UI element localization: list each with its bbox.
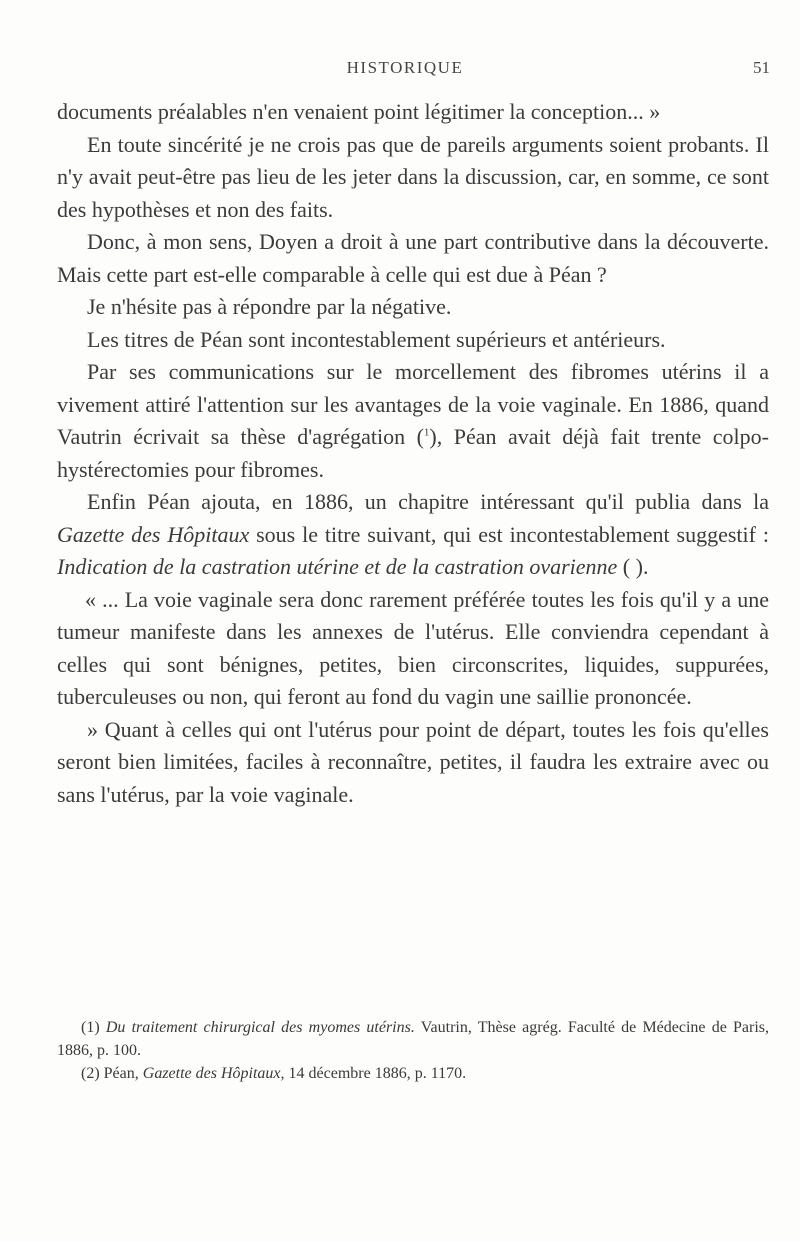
quotation-paragraph: » Quant à celles qui ont l'utérus pour point de départ, toutes les fois qu'elles seront bien limitées, faciles à reconnaître, petites, il faudra les extraire avec ou sans l'utérus, par la voie vaginale. [57, 716, 769, 807]
footnote-text: Vautrin, Thèse agrég. Faculté de Médecine de Paris, 1886, p. 100. [57, 1019, 770, 1059]
footnote-title: Gazette des Hôpitaux, [142, 1065, 285, 1082]
page-number: 51 [753, 58, 770, 77]
journal-title: Gazette des Hôpitaux [57, 521, 250, 547]
text-run: Enfin Péan ajouta, en 1886, un chapitre intéressant qu'il publia dans la [87, 489, 769, 514]
footnotes [57, 1016, 769, 1085]
text-run: ( ). [617, 554, 649, 579]
footnote-marker: (1) [81, 1019, 100, 1036]
footnote-title: Du traitement chirurgical des myomes utérins. [105, 1019, 415, 1036]
paragraph: Donc, à mon sens, Doyen a droit à une part contributive dans la découverte. Mais cette part est-elle comparable à celle qui est due à Péan ? [57, 229, 769, 287]
paragraph: Je n'hésite pas à répondre par la négative. [87, 294, 452, 319]
footnote-1 [57, 1016, 769, 1062]
page-header [40, 58, 770, 88]
main-text [57, 96, 769, 811]
paragraph [57, 356, 769, 486]
text-run: Par ses communications sur le morcellement des fibromes utérins il a vivement attiré l'attention sur les avantages de la voie vaginale. En 1886, quand Vautrin écrivait sa thèse d'agrégation ( [57, 359, 769, 449]
paragraph: Les titres de Péan sont incontestablement supérieurs et antérieurs. [87, 326, 666, 352]
footnote-2 [57, 1062, 769, 1085]
footnote-marker: (2) [81, 1065, 100, 1082]
article-title: Indication de la castration utérine et de la castration ovarienne [57, 554, 618, 579]
paragraph [57, 486, 769, 584]
quotation-paragraph: « ... La voie vaginale sera donc rarement préférée toutes les fois qu'il y a une tumeur manifeste dans les annexes de l'utérus. Elle conviendra cependant à celles qui sont bénignes, petites, bien circonscrites, liquides, suppurées, tuberculeuses ou non, qui feront au fond du vagin une saillie prononcée. [57, 586, 769, 709]
footnote-text: 14 décembre 1886, p. 1170. [284, 1065, 467, 1082]
text-run: sous le titre suivant, qui est incontestablement suggestif : [249, 521, 770, 547]
paragraph: En toute sincérité je ne crois pas que de pareils arguments soient probants. Il n'y avait peut-être pas lieu de les jeter dans la discussion, car, en somme, ce sont des hypothèses et non des faits. [57, 131, 769, 222]
paragraph: documents préalables n'en venaient point légitimer la conception... » [57, 99, 661, 124]
footnote-ref: 1 [423, 426, 430, 439]
running-title: HISTORIQUE [346, 58, 464, 77]
footnote-text: Péan, [99, 1065, 143, 1082]
text-run: ), Péan avait déjà fait trente colpo-hystérectomies pour fibromes. [57, 424, 769, 482]
